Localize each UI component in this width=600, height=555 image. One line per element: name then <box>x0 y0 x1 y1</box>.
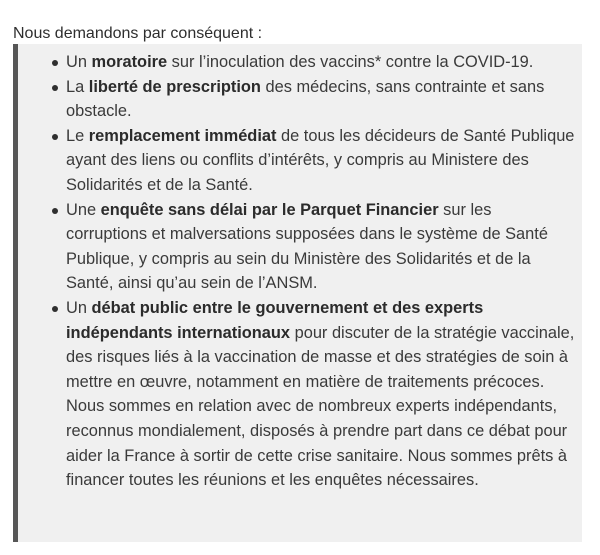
demands-blockquote <box>13 44 582 542</box>
item-prefix: Un <box>66 53 92 71</box>
list-item-liberte <box>66 75 576 124</box>
item-text: pour discuter de la stratégie vaccinale, des risques liés à la vaccination de masse et des stratégies de soin à mettre en œuvre, notamment en matière de traitements précoces. Nous sommes en relation avec de nombreux experts indépendants, reconnus mondialement, disposés à prendre part dans ce débat pour aider la France à sortir de cette crise sanitaire. Nous sommes prêts à financer toutes les réunions et les enquêtes nécessaires. <box>66 323 575 490</box>
item-prefix: La <box>66 77 89 96</box>
list-item-enquete <box>66 198 576 296</box>
item-emphasis: débat public entre le gouvernement et des experts indépendants internationaux <box>66 298 484 342</box>
item-emphasis: enquête sans délai par le Parquet Financier <box>100 200 439 219</box>
item-text: des médecins, sans contrainte et sans obstacle. <box>66 77 545 121</box>
intro-text: Nous demandons par conséquent : <box>13 25 263 42</box>
demands-list <box>66 50 576 493</box>
item-prefix: Un <box>66 298 92 317</box>
item-emphasis: moratoire <box>91 53 168 71</box>
list-item-moratoire <box>66 50 576 75</box>
item-text: sur l’inoculation des vaccins* contre la COVID-19. <box>167 53 534 71</box>
item-emphasis: liberté de prescription <box>88 77 261 96</box>
item-prefix: Une <box>66 200 101 219</box>
item-prefix: Le <box>66 126 89 145</box>
list-item-remplacement <box>66 124 576 198</box>
list-item-debat <box>66 296 576 493</box>
item-emphasis: remplacement immédiat <box>88 126 277 145</box>
item-text: sur les corruptions et malversations supposées dans le système de Santé Publique, y compris au sein du Ministère des Solidarités et de la Santé, ainsi qu’au sein de l’ANSM. <box>66 200 548 293</box>
item-text: de tous les décideurs de Santé Publique ayant des liens ou conflits d’intérêts, y compris au Ministere des Solidarités et de la Santé. <box>66 126 575 194</box>
